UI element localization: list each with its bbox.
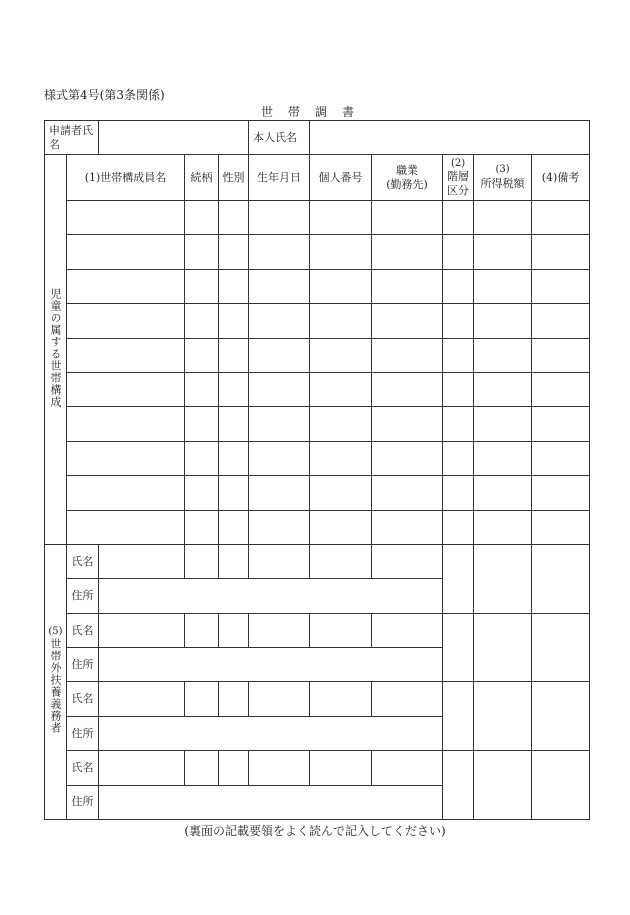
member-name-cell[interactable] — [67, 407, 185, 441]
header-remarks: (4)備考 — [532, 155, 590, 201]
member-name-cell[interactable] — [67, 510, 185, 544]
occupation-cell[interactable] — [372, 510, 443, 544]
obligor-name-label: 氏名 — [67, 682, 99, 716]
personal-number-cell[interactable] — [310, 372, 372, 406]
relationship-cell[interactable] — [185, 304, 219, 338]
household-member-row — [45, 476, 590, 510]
header-occupation — [372, 155, 443, 201]
remarks-cell[interactable] — [532, 441, 590, 475]
income-tax-cell[interactable] — [474, 476, 532, 510]
obligor-name-cell[interactable] — [99, 751, 185, 785]
occupation-cell[interactable] — [372, 269, 443, 303]
obligor-remarks-cell[interactable] — [532, 682, 590, 751]
obligor-personal-number-cell[interactable] — [310, 751, 372, 785]
occupation-cell[interactable] — [372, 372, 443, 406]
obligor-address-label: 住所 — [67, 579, 99, 613]
sex-cell[interactable] — [219, 441, 249, 475]
obligor-tier-cell[interactable] — [443, 682, 474, 751]
relationship-cell[interactable] — [185, 201, 219, 235]
obligor-address-cell[interactable] — [99, 785, 443, 819]
obligor-name-cell[interactable] — [99, 613, 185, 647]
header-member-name: (1)世帯構成員名 — [67, 155, 185, 201]
tier-cell[interactable] — [443, 201, 474, 235]
member-name-cell[interactable] — [67, 441, 185, 475]
obligor-sex-cell[interactable] — [219, 544, 249, 578]
obligor-sex-cell[interactable] — [219, 613, 249, 647]
personal-number-cell[interactable] — [310, 338, 372, 372]
obligor-name-cell[interactable] — [99, 544, 185, 578]
personal-number-cell[interactable] — [310, 201, 372, 235]
header-occupation-line2: (勤務先) — [386, 177, 428, 191]
sex-cell[interactable] — [219, 407, 249, 441]
birthdate-cell[interactable] — [249, 304, 310, 338]
relationship-cell[interactable] — [185, 372, 219, 406]
personal-number-cell[interactable] — [310, 235, 372, 269]
birthdate-cell[interactable] — [249, 269, 310, 303]
member-name-cell[interactable] — [67, 372, 185, 406]
member-name-cell[interactable] — [67, 269, 185, 303]
obligor-relationship-cell[interactable] — [185, 751, 219, 785]
income-tax-cell[interactable] — [474, 510, 532, 544]
obligor-occupation-cell[interactable] — [372, 613, 443, 647]
member-name-cell[interactable] — [67, 235, 185, 269]
obligor-relationship-cell[interactable] — [185, 682, 219, 716]
tier-cell[interactable] — [443, 441, 474, 475]
occupation-cell[interactable] — [372, 304, 443, 338]
relationship-cell[interactable] — [185, 338, 219, 372]
member-name-cell[interactable] — [67, 201, 185, 235]
footer-note: (裏面の記載要領をよく読んで記入してください) — [184, 824, 446, 838]
birthdate-cell[interactable] — [249, 338, 310, 372]
obligor-name-cell[interactable] — [99, 682, 185, 716]
applicant-name-field[interactable] — [99, 121, 249, 155]
header-personal-number: 個人番号 — [310, 155, 372, 201]
remarks-cell[interactable] — [532, 235, 590, 269]
obligor-tier-cell[interactable] — [443, 613, 474, 682]
relationship-cell[interactable] — [185, 407, 219, 441]
obligor-address-cell[interactable] — [99, 579, 443, 613]
household-section-label: 児童の属する世帯構成 — [49, 287, 62, 408]
sex-cell[interactable] — [219, 338, 249, 372]
outside-section-number: (5) — [48, 625, 63, 637]
obligor-income-tax-cell[interactable] — [474, 613, 532, 682]
household-member-row — [45, 235, 590, 269]
remarks-cell[interactable] — [532, 407, 590, 441]
obligor-sex-cell[interactable] — [219, 682, 249, 716]
personal-number-cell[interactable] — [310, 476, 372, 510]
income-tax-cell[interactable] — [474, 407, 532, 441]
relationship-cell[interactable] — [185, 441, 219, 475]
remarks-cell[interactable] — [532, 201, 590, 235]
household-member-row — [45, 338, 590, 372]
person-name-label: 本人氏名 — [249, 121, 310, 155]
obligor-name-row — [45, 682, 590, 716]
header-occupation-line1: 職業 — [396, 163, 419, 177]
remarks-cell[interactable] — [532, 304, 590, 338]
sex-cell[interactable] — [219, 510, 249, 544]
birthdate-cell[interactable] — [249, 201, 310, 235]
header-tier-line1: 階層 — [447, 170, 470, 183]
birthdate-cell[interactable] — [249, 372, 310, 406]
obligor-birthdate-cell[interactable] — [249, 682, 310, 716]
header-tier-line2: 区分 — [447, 183, 470, 197]
household-member-row — [45, 407, 590, 441]
obligor-name-label: 氏名 — [67, 544, 99, 578]
income-tax-cell[interactable] — [474, 304, 532, 338]
obligor-income-tax-cell[interactable] — [474, 751, 532, 820]
header-income-label: 所得税額 — [480, 176, 525, 190]
remarks-cell[interactable] — [532, 338, 590, 372]
obligor-personal-number-cell[interactable] — [310, 544, 372, 578]
obligor-birthdate-cell[interactable] — [249, 544, 310, 578]
relationship-cell[interactable] — [185, 510, 219, 544]
occupation-cell[interactable] — [372, 476, 443, 510]
remarks-cell[interactable] — [532, 372, 590, 406]
obligor-name-row — [45, 751, 590, 785]
tier-cell[interactable] — [443, 304, 474, 338]
income-tax-cell[interactable] — [474, 269, 532, 303]
obligor-name-row — [45, 613, 590, 647]
obligor-sex-cell[interactable] — [219, 751, 249, 785]
obligor-occupation-cell[interactable] — [372, 751, 443, 785]
header-sex: 性別 — [219, 155, 249, 201]
tier-cell[interactable] — [443, 407, 474, 441]
relationship-cell[interactable] — [185, 476, 219, 510]
tier-cell[interactable] — [443, 235, 474, 269]
tier-cell[interactable] — [443, 476, 474, 510]
relationship-cell[interactable] — [185, 269, 219, 303]
tier-cell[interactable] — [443, 510, 474, 544]
tier-cell[interactable] — [443, 372, 474, 406]
household-member-row — [45, 269, 590, 303]
sex-cell[interactable] — [219, 304, 249, 338]
form-title: 世帯調書 — [260, 105, 369, 119]
obligor-address-label: 住所 — [67, 785, 99, 819]
tier-cell[interactable] — [443, 338, 474, 372]
birthdate-cell[interactable] — [249, 510, 310, 544]
income-tax-cell[interactable] — [474, 201, 532, 235]
income-tax-cell[interactable] — [474, 441, 532, 475]
applicant-name-label: 申請者氏名 — [45, 121, 99, 155]
sex-cell[interactable] — [219, 201, 249, 235]
column-header-row — [45, 155, 590, 201]
outside-section-label-cell — [45, 544, 67, 819]
obligor-occupation-cell[interactable] — [372, 682, 443, 716]
birthdate-cell[interactable] — [249, 476, 310, 510]
income-tax-cell[interactable] — [474, 338, 532, 372]
header-tier — [443, 155, 474, 201]
obligor-personal-number-cell[interactable] — [310, 613, 372, 647]
sex-cell[interactable] — [219, 235, 249, 269]
obligor-relationship-cell[interactable] — [185, 613, 219, 647]
occupation-cell[interactable] — [372, 201, 443, 235]
obligor-name-label: 氏名 — [67, 751, 99, 785]
personal-number-cell[interactable] — [310, 407, 372, 441]
birthdate-cell[interactable] — [249, 407, 310, 441]
relationship-cell[interactable] — [185, 235, 219, 269]
tier-cell[interactable] — [443, 269, 474, 303]
birthdate-cell[interactable] — [249, 235, 310, 269]
obligor-address-cell[interactable] — [99, 716, 443, 750]
obligor-income-tax-cell[interactable] — [474, 544, 532, 613]
obligor-birthdate-cell[interactable] — [249, 613, 310, 647]
person-name-field[interactable] — [310, 121, 590, 155]
household-member-row — [45, 201, 590, 235]
household-member-row — [45, 441, 590, 475]
household-section-label-cell — [45, 155, 67, 545]
obligor-tier-cell[interactable] — [443, 544, 474, 613]
header-tier-number: (2) — [450, 157, 466, 169]
birthdate-cell[interactable] — [249, 441, 310, 475]
obligor-relationship-cell[interactable] — [185, 544, 219, 578]
header-income-tax — [474, 155, 532, 201]
obligor-address-label: 住所 — [67, 716, 99, 750]
occupation-cell[interactable] — [372, 338, 443, 372]
obligor-name-label: 氏名 — [67, 613, 99, 647]
outside-section-label: 世帯外扶養義務者 — [49, 638, 62, 735]
member-name-cell[interactable] — [67, 476, 185, 510]
household-member-row — [45, 510, 590, 544]
obligor-occupation-cell[interactable] — [372, 544, 443, 578]
household-member-row — [45, 304, 590, 338]
header-relationship: 続柄 — [185, 155, 219, 201]
remarks-cell[interactable] — [532, 510, 590, 544]
obligor-remarks-cell[interactable] — [532, 544, 590, 613]
occupation-cell[interactable] — [372, 407, 443, 441]
obligor-remarks-cell[interactable] — [532, 613, 590, 682]
member-name-cell[interactable] — [67, 304, 185, 338]
obligor-address-label: 住所 — [67, 648, 99, 682]
remarks-cell[interactable] — [532, 269, 590, 303]
member-name-cell[interactable] — [67, 338, 185, 372]
obligor-income-tax-cell[interactable] — [474, 682, 532, 751]
personal-number-cell[interactable] — [310, 441, 372, 475]
occupation-cell[interactable] — [372, 235, 443, 269]
form-number-label: 様式第4号(第3条関係) — [44, 88, 165, 102]
occupation-cell[interactable] — [372, 441, 443, 475]
obligor-address-cell[interactable] — [99, 648, 443, 682]
income-tax-cell[interactable] — [474, 235, 532, 269]
sex-cell[interactable] — [219, 269, 249, 303]
header-income-number: (3) — [495, 164, 510, 176]
personal-number-cell[interactable] — [310, 304, 372, 338]
remarks-cell[interactable] — [532, 476, 590, 510]
obligor-birthdate-cell[interactable] — [249, 751, 310, 785]
personal-number-cell[interactable] — [310, 510, 372, 544]
income-tax-cell[interactable] — [474, 372, 532, 406]
household-survey-table — [44, 120, 590, 820]
obligor-tier-cell[interactable] — [443, 751, 474, 820]
household-member-row — [45, 372, 590, 406]
obligor-personal-number-cell[interactable] — [310, 682, 372, 716]
personal-number-cell[interactable] — [310, 269, 372, 303]
header-birthdate: 生年月日 — [249, 155, 310, 201]
obligor-remarks-cell[interactable] — [532, 751, 590, 820]
obligor-name-row — [45, 544, 590, 578]
sex-cell[interactable] — [219, 476, 249, 510]
sex-cell[interactable] — [219, 372, 249, 406]
